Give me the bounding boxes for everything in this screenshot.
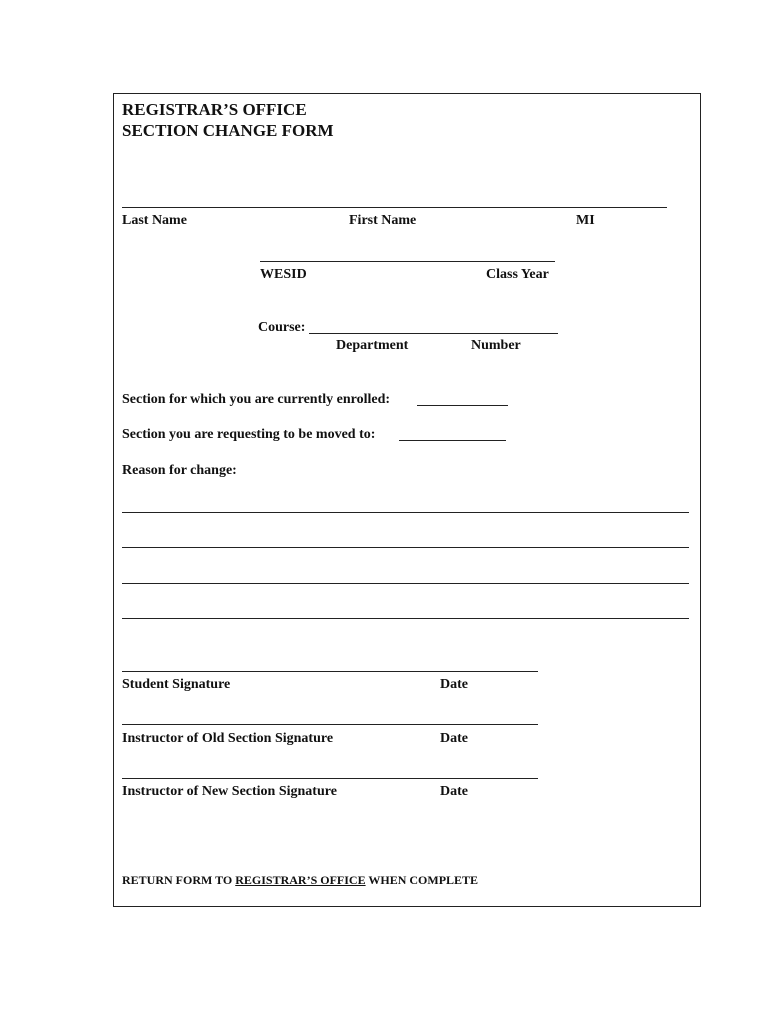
full-name-line[interactable]	[122, 207, 667, 208]
student-date-label: Date	[440, 677, 468, 692]
reason-line-4[interactable]	[122, 618, 689, 619]
form-title-line-2: SECTION CHANGE FORM	[122, 121, 334, 140]
reason-line-2[interactable]	[122, 547, 689, 548]
old-instructor-signature-label: Instructor of Old Section Signature	[122, 731, 334, 746]
return-prefix: RETURN FORM TO	[122, 873, 236, 887]
reason-label: Reason for change:	[122, 463, 237, 478]
last-name-label: Last Name	[122, 213, 187, 228]
wesid-class-year-line[interactable]	[260, 261, 555, 262]
number-label: Number	[471, 338, 521, 353]
reason-line-3[interactable]	[122, 583, 689, 584]
student-signature-label: Student Signature	[122, 677, 231, 692]
requested-section-label: Section you are requesting to be moved to:	[122, 427, 376, 442]
return-instructions	[122, 873, 478, 887]
current-section-label: Section for which you are currently enrolled:	[122, 392, 391, 407]
first-name-label: First Name	[349, 213, 417, 228]
old-instructor-date-label: Date	[440, 731, 468, 746]
class-year-label: Class Year	[486, 267, 549, 282]
return-suffix: WHEN COMPLETE	[365, 873, 479, 887]
new-instructor-date-label: Date	[440, 784, 468, 799]
current-section-line[interactable]	[417, 405, 508, 406]
requested-section-line[interactable]	[399, 440, 506, 441]
new-instructor-signature-line[interactable]	[122, 778, 538, 779]
student-signature-line[interactable]	[122, 671, 538, 672]
reason-line-1[interactable]	[122, 512, 689, 513]
middle-initial-label: MI	[576, 213, 595, 228]
course-line[interactable]	[309, 333, 558, 334]
registrars-office-text: REGISTRAR’S OFFICE	[235, 873, 366, 887]
new-instructor-signature-label: Instructor of New Section Signature	[122, 784, 337, 799]
form-title-line-1: REGISTRAR’S OFFICE	[122, 100, 307, 119]
department-label: Department	[336, 338, 409, 353]
course-label: Course:	[258, 320, 306, 335]
old-instructor-signature-line[interactable]	[122, 724, 538, 725]
wesid-label: WESID	[260, 267, 307, 282]
